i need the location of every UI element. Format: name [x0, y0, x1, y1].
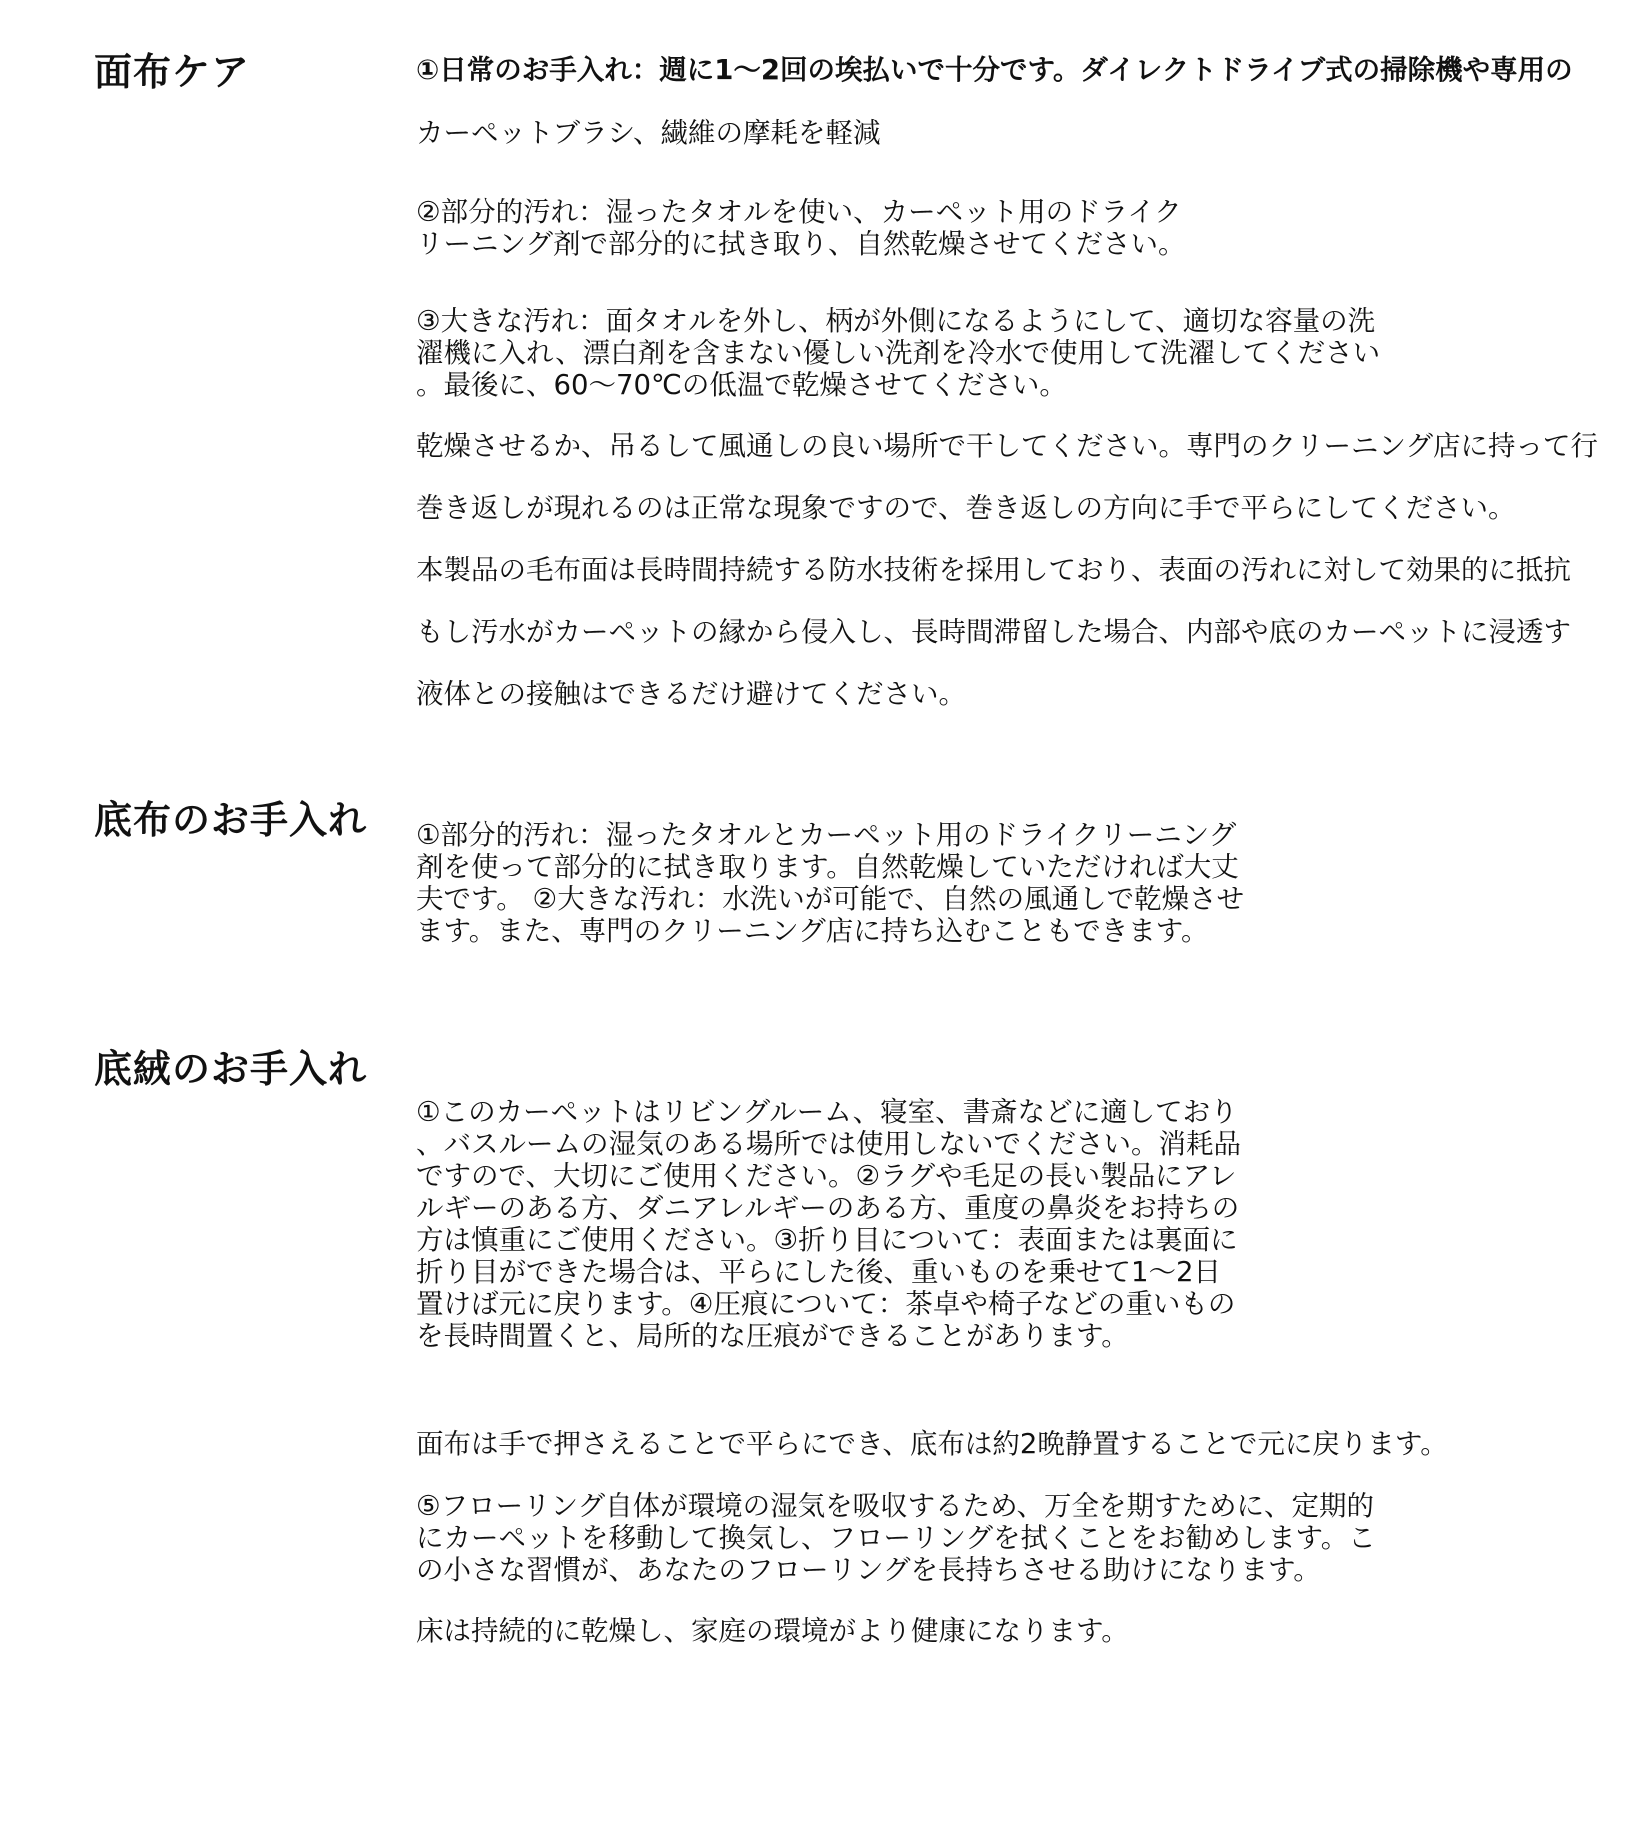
paragraph: 巻き返しが現れるのは正常な現象ですので、巻き返しの方向に手で平らにしてください。	[416, 492, 1516, 524]
paragraph-line: 濯機に入れ、漂白剤を含まない優しい洗剤を冷水で使用して洗濯してください	[416, 337, 1381, 369]
paragraph: 乾燥させるか、吊るして風通しの良い場所で干してください。専門のクリーニング店に持って行	[416, 430, 1598, 462]
paragraph	[416, 819, 1642, 947]
paragraph-line: ①部分的汚れ：湿ったタオルとカーペット用のドライクリーニング	[416, 819, 1237, 851]
paragraph: 面布は手で押さえることで平らにでき、底布は約2晩静置することで元に戻ります。	[416, 1428, 1448, 1460]
paragraph: もし汚水がカーペットの縁から侵入し、長時間滞留した場合、内部や底のカーペットに浸透す	[416, 616, 1571, 648]
paragraph: 床は持続的に乾燥し、家庭の環境がより健康になります。	[416, 1615, 1129, 1647]
paragraph-line: リーニング剤で部分的に拭き取り、自然乾燥させてください。	[416, 228, 1186, 260]
paragraph-line: 、バスルームの湿気のある場所では使用しないでください。消耗品	[416, 1128, 1241, 1160]
paragraph-line: ⑤フローリング自体が環境の湿気を吸収するため、万全を期すために、定期的	[416, 1490, 1375, 1522]
section-heading: 底布のお手入れ	[94, 798, 368, 842]
paragraph-line: 置けば元に戻ります。④圧痕について：茶卓や椅子などの重いもの	[416, 1288, 1236, 1320]
paragraph-line: 剤を使って部分的に拭き取ります。自然乾燥していただければ大丈	[416, 851, 1239, 883]
paragraph-line: 折り目ができた場合は、平らにした後、重いものを乗せて1〜2日	[416, 1256, 1221, 1288]
paragraph-line: を長時間置くと、局所的な圧痕ができることがあります。	[416, 1320, 1129, 1352]
paragraph-line: ルギーのある方、ダニアレルギーのある方、重度の鼻炎をお持ちの	[416, 1192, 1240, 1224]
paragraph-line: ます。また、専門のクリーニング店に持ち込むこともできます。	[416, 915, 1209, 947]
paragraph-line: にカーペットを移動して換気し、フローリングを拭くことをお勧めします。こ	[416, 1522, 1376, 1554]
paragraph: 本製品の毛布面は長時間持続する防水技術を採用しており、表面の汚れに対して効果的に抵抗	[416, 554, 1571, 586]
paragraph-line: 。最後に、60〜70℃の低温で乾燥させてください。	[416, 369, 1067, 401]
paragraph-line: の小さな習慣が、あなたのフローリングを長持ちさせる助けになります。	[416, 1554, 1321, 1586]
paragraph	[416, 305, 1642, 401]
paragraph-line: ②部分的汚れ：湿ったタオルを使い、カーペット用のドライク	[416, 196, 1182, 228]
section-heading: 底絨のお手入れ	[94, 1047, 368, 1091]
paragraph: ①日常のお手入れ：週に1〜2回の埃払いで十分です。ダイレクトドライブ式の掃除機や専用の	[416, 54, 1573, 86]
paragraph-line: ですので、大切にご使用ください。②ラグや毛足の長い製品にアレ	[416, 1160, 1237, 1192]
paragraph-line: ①このカーペットはリビングルーム、寝室、書斎などに適しており	[416, 1096, 1238, 1128]
section-heading: 面布ケア	[94, 50, 251, 94]
paragraph	[416, 196, 1642, 260]
paragraph-line: 夫です。 ②大きな汚れ：水洗いが可能で、自然の風通しで乾燥させ	[416, 883, 1245, 915]
paragraph	[416, 1490, 1642, 1586]
paragraph: カーペットブラシ、繊維の摩耗を軽減	[416, 117, 881, 149]
paragraph-line: ③大きな汚れ：面タオルを外し、柄が外側になるようにして、適切な容量の洗	[416, 305, 1376, 337]
paragraph	[416, 1096, 1642, 1352]
paragraph-line: 方は慎重にご使用ください。③折り目について：表面または裏面に	[416, 1224, 1238, 1256]
paragraph: 液体との接触はできるだけ避けてください。	[416, 678, 966, 710]
